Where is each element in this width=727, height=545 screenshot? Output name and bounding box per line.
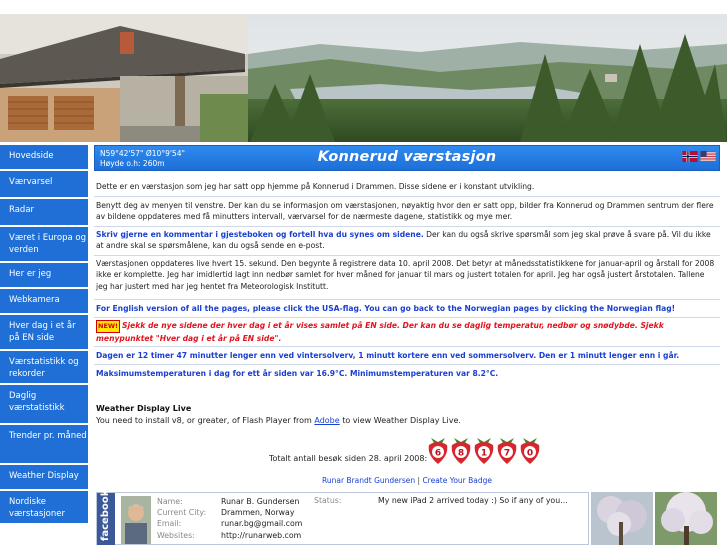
- field-label: Email:: [157, 519, 182, 529]
- usa-flag-icon[interactable]: [700, 151, 716, 162]
- counter-digit: 1: [480, 448, 488, 459]
- photo-thumbnails: [591, 492, 718, 545]
- strawberry-digit-icon: [519, 433, 541, 465]
- profile-email: runar.bg@gmail.com: [221, 519, 303, 529]
- badge-links: [94, 476, 720, 485]
- counter-digit: 6: [434, 448, 442, 459]
- divider: [94, 226, 720, 227]
- nav-item-weather-display[interactable]: Weather Display: [0, 465, 88, 491]
- new-badge: NEW!: [96, 320, 120, 333]
- new-pages-text: Sjekk de nye sidene der hver dag i et år vises samlet på EN side. Der kan du se daglig temperatur, nedbør og snødybde. Sjekk menypunktet "Hver dag i et år på EN side".: [96, 321, 664, 344]
- flash-notice: [96, 416, 461, 425]
- nav-item-daglig-statistikk[interactable]: Daglig værstatistikk: [0, 385, 88, 425]
- field-label: Websites:: [157, 530, 195, 540]
- nav-item-vaerstatistikk[interactable]: Værstatistikk og rekorder: [0, 351, 88, 385]
- visit-counter-label: Totalt antall besøk siden 28. april 2008:: [269, 454, 428, 463]
- daylight-text: Dagen er 12 timer 47 minutter lenger enn ved vintersolverv, 1 minutt kortere enn ved sommersolverv. Den er 1 minutt lenger enn i går.: [96, 351, 680, 360]
- link-separator: |: [415, 476, 423, 485]
- nav-item-her-er-jeg[interactable]: Her er jeg: [0, 263, 88, 289]
- profile-website: http://runarweb.com: [221, 530, 302, 540]
- sidebar-nav: [0, 145, 88, 545]
- nav-item-hver-dag[interactable]: Hver dag i et år på EN side: [0, 315, 88, 351]
- counter-digit: 0: [526, 448, 534, 459]
- strawberry-digit-icon: [473, 433, 495, 465]
- intro-text: Dette er en værstasjon som jeg har satt opp hjemme på Konnerud i Drammen. Disse sidene er i konstant utvikling.: [96, 182, 535, 191]
- photo-thumbnail[interactable]: [591, 492, 653, 545]
- guestbook-text: [96, 229, 718, 252]
- altitude-line: Høyde o.h: 260m: [100, 158, 165, 168]
- main-content: [94, 145, 720, 545]
- counter-digit: 7: [503, 448, 511, 459]
- guestbook-link[interactable]: Skriv gjerne en kommentar i gjesteboken og fortell hva du synes om sidene.: [96, 230, 424, 239]
- profile-photo[interactable]: [121, 496, 151, 544]
- status-label: Status:: [314, 496, 342, 505]
- field-label: Name:: [157, 497, 183, 506]
- divider: [94, 255, 720, 256]
- field-label: Current City:: [157, 508, 207, 518]
- new-pages-notice: [96, 320, 718, 345]
- profile-name-link[interactable]: Runar Brandt Gundersen: [321, 476, 416, 485]
- temperature-history-text: Maksimumstemperaturen i dag for ett år siden var 16.9°C. Minimumstemperaturen var 8.2°C.: [96, 369, 499, 378]
- strawberry-digit-icon: [496, 433, 518, 465]
- divider: [94, 364, 720, 365]
- flash-notice-text: You need to install v8, or greater, of Flash Player from: [96, 416, 315, 425]
- visit-counter: [427, 433, 541, 465]
- adobe-link[interactable]: Adobe: [314, 416, 340, 425]
- coords-line: N59°42'57" Ø10°9'54": [100, 149, 185, 158]
- counter-digit: 8: [457, 448, 465, 459]
- nav-item-europe-world[interactable]: Været i Europa og verden: [0, 227, 88, 263]
- nav-item-trender[interactable]: Trender pr. måned: [0, 425, 88, 465]
- nav-item-radar[interactable]: Radar: [0, 199, 88, 227]
- profile-details: [157, 496, 302, 541]
- nav-item-webkamera[interactable]: Webkamera: [0, 289, 88, 315]
- header-banner-photo: [0, 14, 727, 142]
- facebook-logo-strip: [97, 489, 115, 545]
- profile-city: Drammen, Norway: [221, 508, 295, 518]
- divider: [94, 196, 720, 197]
- nav-item-hovedside[interactable]: Hovedside: [0, 145, 88, 171]
- photo-thumbnail[interactable]: [655, 492, 717, 545]
- language-flags: [682, 151, 716, 162]
- facebook-logo-text: facebook: [100, 489, 111, 541]
- flash-notice-text-end: to view Weather Display Live.: [339, 416, 461, 425]
- facebook-badge[interactable]: [96, 489, 589, 545]
- norway-flag-icon[interactable]: [682, 151, 698, 162]
- strawberry-digit-icon: [450, 433, 472, 465]
- profile-name: Runar B. Gundersen: [221, 497, 300, 506]
- title-bar: [94, 145, 720, 171]
- page-title: Konnerud værstasjon: [317, 149, 497, 165]
- menu-help-text: Benytt deg av menyen til venstre. Der kan du se informasjon om værstasjonen, nøyaktig hvor den er satt opp, bilder fra Konnerud og Drammen sentrum der flere av bildene oppdateres med få minutters intervall, værvarsel for de nærmeste dagene, statistikk og mye mer.: [96, 201, 714, 222]
- english-version-text: For English version of all the pages, please click the USA-flag. You can go back to the Norwegian pages by clicking the Norwegian flag!: [96, 304, 676, 313]
- status-text: My new iPad 2 arrived today :) So if any of you...: [378, 496, 568, 505]
- create-badge-link[interactable]: Create Your Badge: [422, 476, 493, 485]
- strawberry-digit-icon: [427, 433, 449, 465]
- guestbook-rest-text: Der kan du også skrive spørsmål som jeg skal prøve å svare på. Vil du ikke at andre skal se spørsmålene, kan du også sende en e-post.: [96, 230, 711, 251]
- nav-item-vaervarsel[interactable]: Værvarsel: [0, 171, 88, 199]
- weather-display-title: Weather Display Live: [96, 404, 192, 413]
- divider: [94, 299, 720, 300]
- update-info-text: Værstasjonen oppdateres live hvert 15. sekund. Den begynte å registrere data 10. april 2008. Det betyr at månedsstatistikkene for januar-april og årstall for 2008 ikke er komplette. Jeg har imidlertid lagt inn nedbør samlet for hver måned for januar til mars og justert totalen for april. Jeg har også justert årstotalen. Tallene jeg har justert med har jeg hentet fra Meteorologisk Institutt.: [96, 259, 715, 291]
- divider: [94, 346, 720, 347]
- nav-item-nordiske[interactable]: Nordiske værstasjoner: [0, 491, 88, 525]
- divider: [94, 317, 720, 318]
